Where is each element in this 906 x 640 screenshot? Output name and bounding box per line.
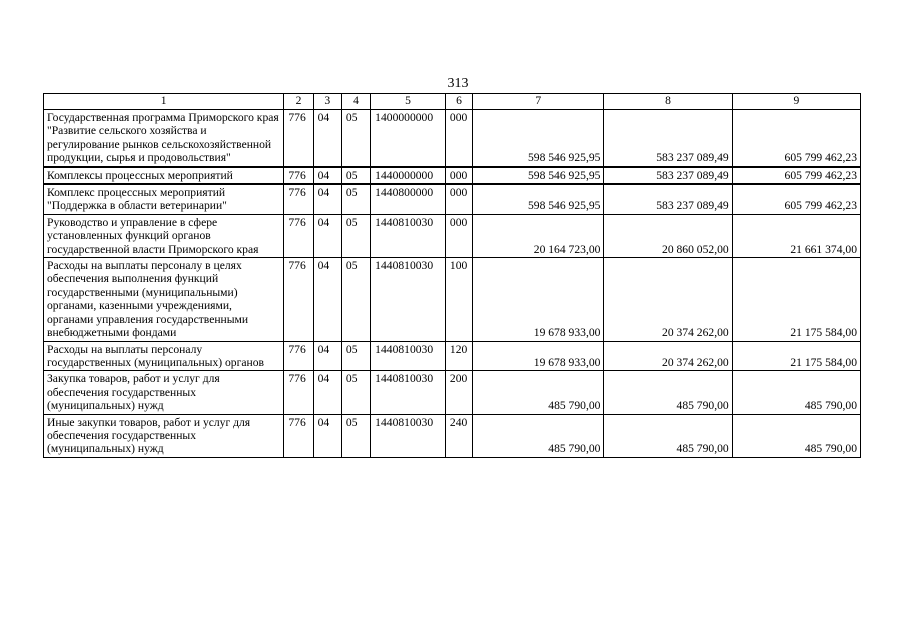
column-header: 3: [313, 94, 341, 110]
amount-col9: 21 175 584,00: [732, 258, 860, 341]
amount-col9: 605 799 462,23: [732, 110, 860, 167]
target-item-code: 1400000000: [371, 110, 446, 167]
target-item-code: 1440810030: [371, 371, 446, 414]
column-number-row: [44, 94, 861, 110]
subsection-code: 05: [341, 214, 370, 257]
row-name: Государственная программа Приморского края "Развитие сельского хозяйства и регулирование рынков сельскохозяйственной продукции, сырья и продовольствия": [44, 110, 284, 167]
target-item-code: 1440810030: [371, 258, 446, 341]
column-header: 6: [445, 94, 472, 110]
ministry-code: 776: [284, 167, 313, 184]
column-header: 2: [284, 94, 313, 110]
expense-type-code: 000: [445, 167, 472, 184]
amount-col9: 605 799 462,23: [732, 184, 860, 214]
ministry-code: 776: [284, 414, 313, 457]
amount-col8: 583 237 089,49: [604, 167, 732, 184]
amount-col8: 20 860 052,00: [604, 214, 732, 257]
amount-col7: 598 546 925,95: [473, 167, 604, 184]
section-code: 04: [313, 341, 341, 371]
amount-col7: 598 546 925,95: [473, 184, 604, 214]
column-header: 8: [604, 94, 732, 110]
subsection-code: 05: [341, 258, 370, 341]
section-code: 04: [313, 110, 341, 167]
ministry-code: 776: [284, 110, 313, 167]
amount-col8: 485 790,00: [604, 371, 732, 414]
target-item-code: 1440800000: [371, 184, 446, 214]
table-row: [44, 167, 861, 184]
column-header: 9: [732, 94, 860, 110]
expense-type-code: 200: [445, 371, 472, 414]
subsection-code: 05: [341, 167, 370, 184]
amount-col9: 21 175 584,00: [732, 341, 860, 371]
amount-col7: 20 164 723,00: [473, 214, 604, 257]
column-header: 5: [371, 94, 446, 110]
section-code: 04: [313, 414, 341, 457]
target-item-code: 1440810030: [371, 214, 446, 257]
expense-type-code: 000: [445, 214, 472, 257]
section-code: 04: [313, 214, 341, 257]
expense-type-code: 000: [445, 110, 472, 167]
ministry-code: 776: [284, 341, 313, 371]
table-row: [44, 371, 861, 414]
section-code: 04: [313, 184, 341, 214]
row-name: Комплексы процессных мероприятий: [44, 167, 284, 184]
section-code: 04: [313, 371, 341, 414]
amount-col9: 21 661 374,00: [732, 214, 860, 257]
section-code: 04: [313, 258, 341, 341]
page-number: 313: [447, 76, 469, 91]
column-header: 1: [44, 94, 284, 110]
subsection-code: 05: [341, 371, 370, 414]
row-name: Закупка товаров, работ и услуг для обеспечения государственных (муниципальных) нужд: [44, 371, 284, 414]
amount-col8: 583 237 089,49: [604, 110, 732, 167]
subsection-code: 05: [341, 341, 370, 371]
target-item-code: 1440000000: [371, 167, 446, 184]
expense-type-code: 240: [445, 414, 472, 457]
subsection-code: 05: [341, 110, 370, 167]
expense-type-code: 120: [445, 341, 472, 371]
amount-col7: 485 790,00: [473, 414, 604, 457]
ministry-code: 776: [284, 371, 313, 414]
amount-col8: 485 790,00: [604, 414, 732, 457]
row-name: Руководство и управление в сфере установленных функций органов государственной власти Приморского края: [44, 214, 284, 257]
table-row: [44, 341, 861, 371]
amount-col9: 485 790,00: [732, 414, 860, 457]
table-row: [44, 258, 861, 341]
row-name: Расходы на выплаты персоналу государственных (муниципальных) органов: [44, 341, 284, 371]
amount-col7: 19 678 933,00: [473, 258, 604, 341]
table-row: [44, 414, 861, 457]
amount-col7: 19 678 933,00: [473, 341, 604, 371]
ministry-code: 776: [284, 184, 313, 214]
amount-col8: 583 237 089,49: [604, 184, 732, 214]
table-row: [44, 110, 861, 167]
target-item-code: 1440810030: [371, 414, 446, 457]
row-name: Комплекс процессных мероприятий "Поддержка в области ветеринарии": [44, 184, 284, 214]
amount-col8: 20 374 262,00: [604, 258, 732, 341]
amount-col9: 605 799 462,23: [732, 167, 860, 184]
column-header: 7: [473, 94, 604, 110]
amount-col7: 485 790,00: [473, 371, 604, 414]
amount-col7: 598 546 925,95: [473, 110, 604, 167]
table-row: [44, 214, 861, 257]
target-item-code: 1440810030: [371, 341, 446, 371]
subsection-code: 05: [341, 184, 370, 214]
table-row: [44, 184, 861, 214]
ministry-code: 776: [284, 258, 313, 341]
expense-type-code: 000: [445, 184, 472, 214]
row-name: Расходы на выплаты персоналу в целях обеспечения выполнения функций государственными (муниципальными) органами, казенными учреждениями, органами управления государственными внебюджетными фондами: [44, 258, 284, 341]
budget-table: [43, 93, 861, 458]
amount-col9: 485 790,00: [732, 371, 860, 414]
section-code: 04: [313, 167, 341, 184]
ministry-code: 776: [284, 214, 313, 257]
subsection-code: 05: [341, 414, 370, 457]
expense-type-code: 100: [445, 258, 472, 341]
row-name: Иные закупки товаров, работ и услуг для обеспечения государственных (муниципальных) нужд: [44, 414, 284, 457]
amount-col8: 20 374 262,00: [604, 341, 732, 371]
column-header: 4: [341, 94, 370, 110]
